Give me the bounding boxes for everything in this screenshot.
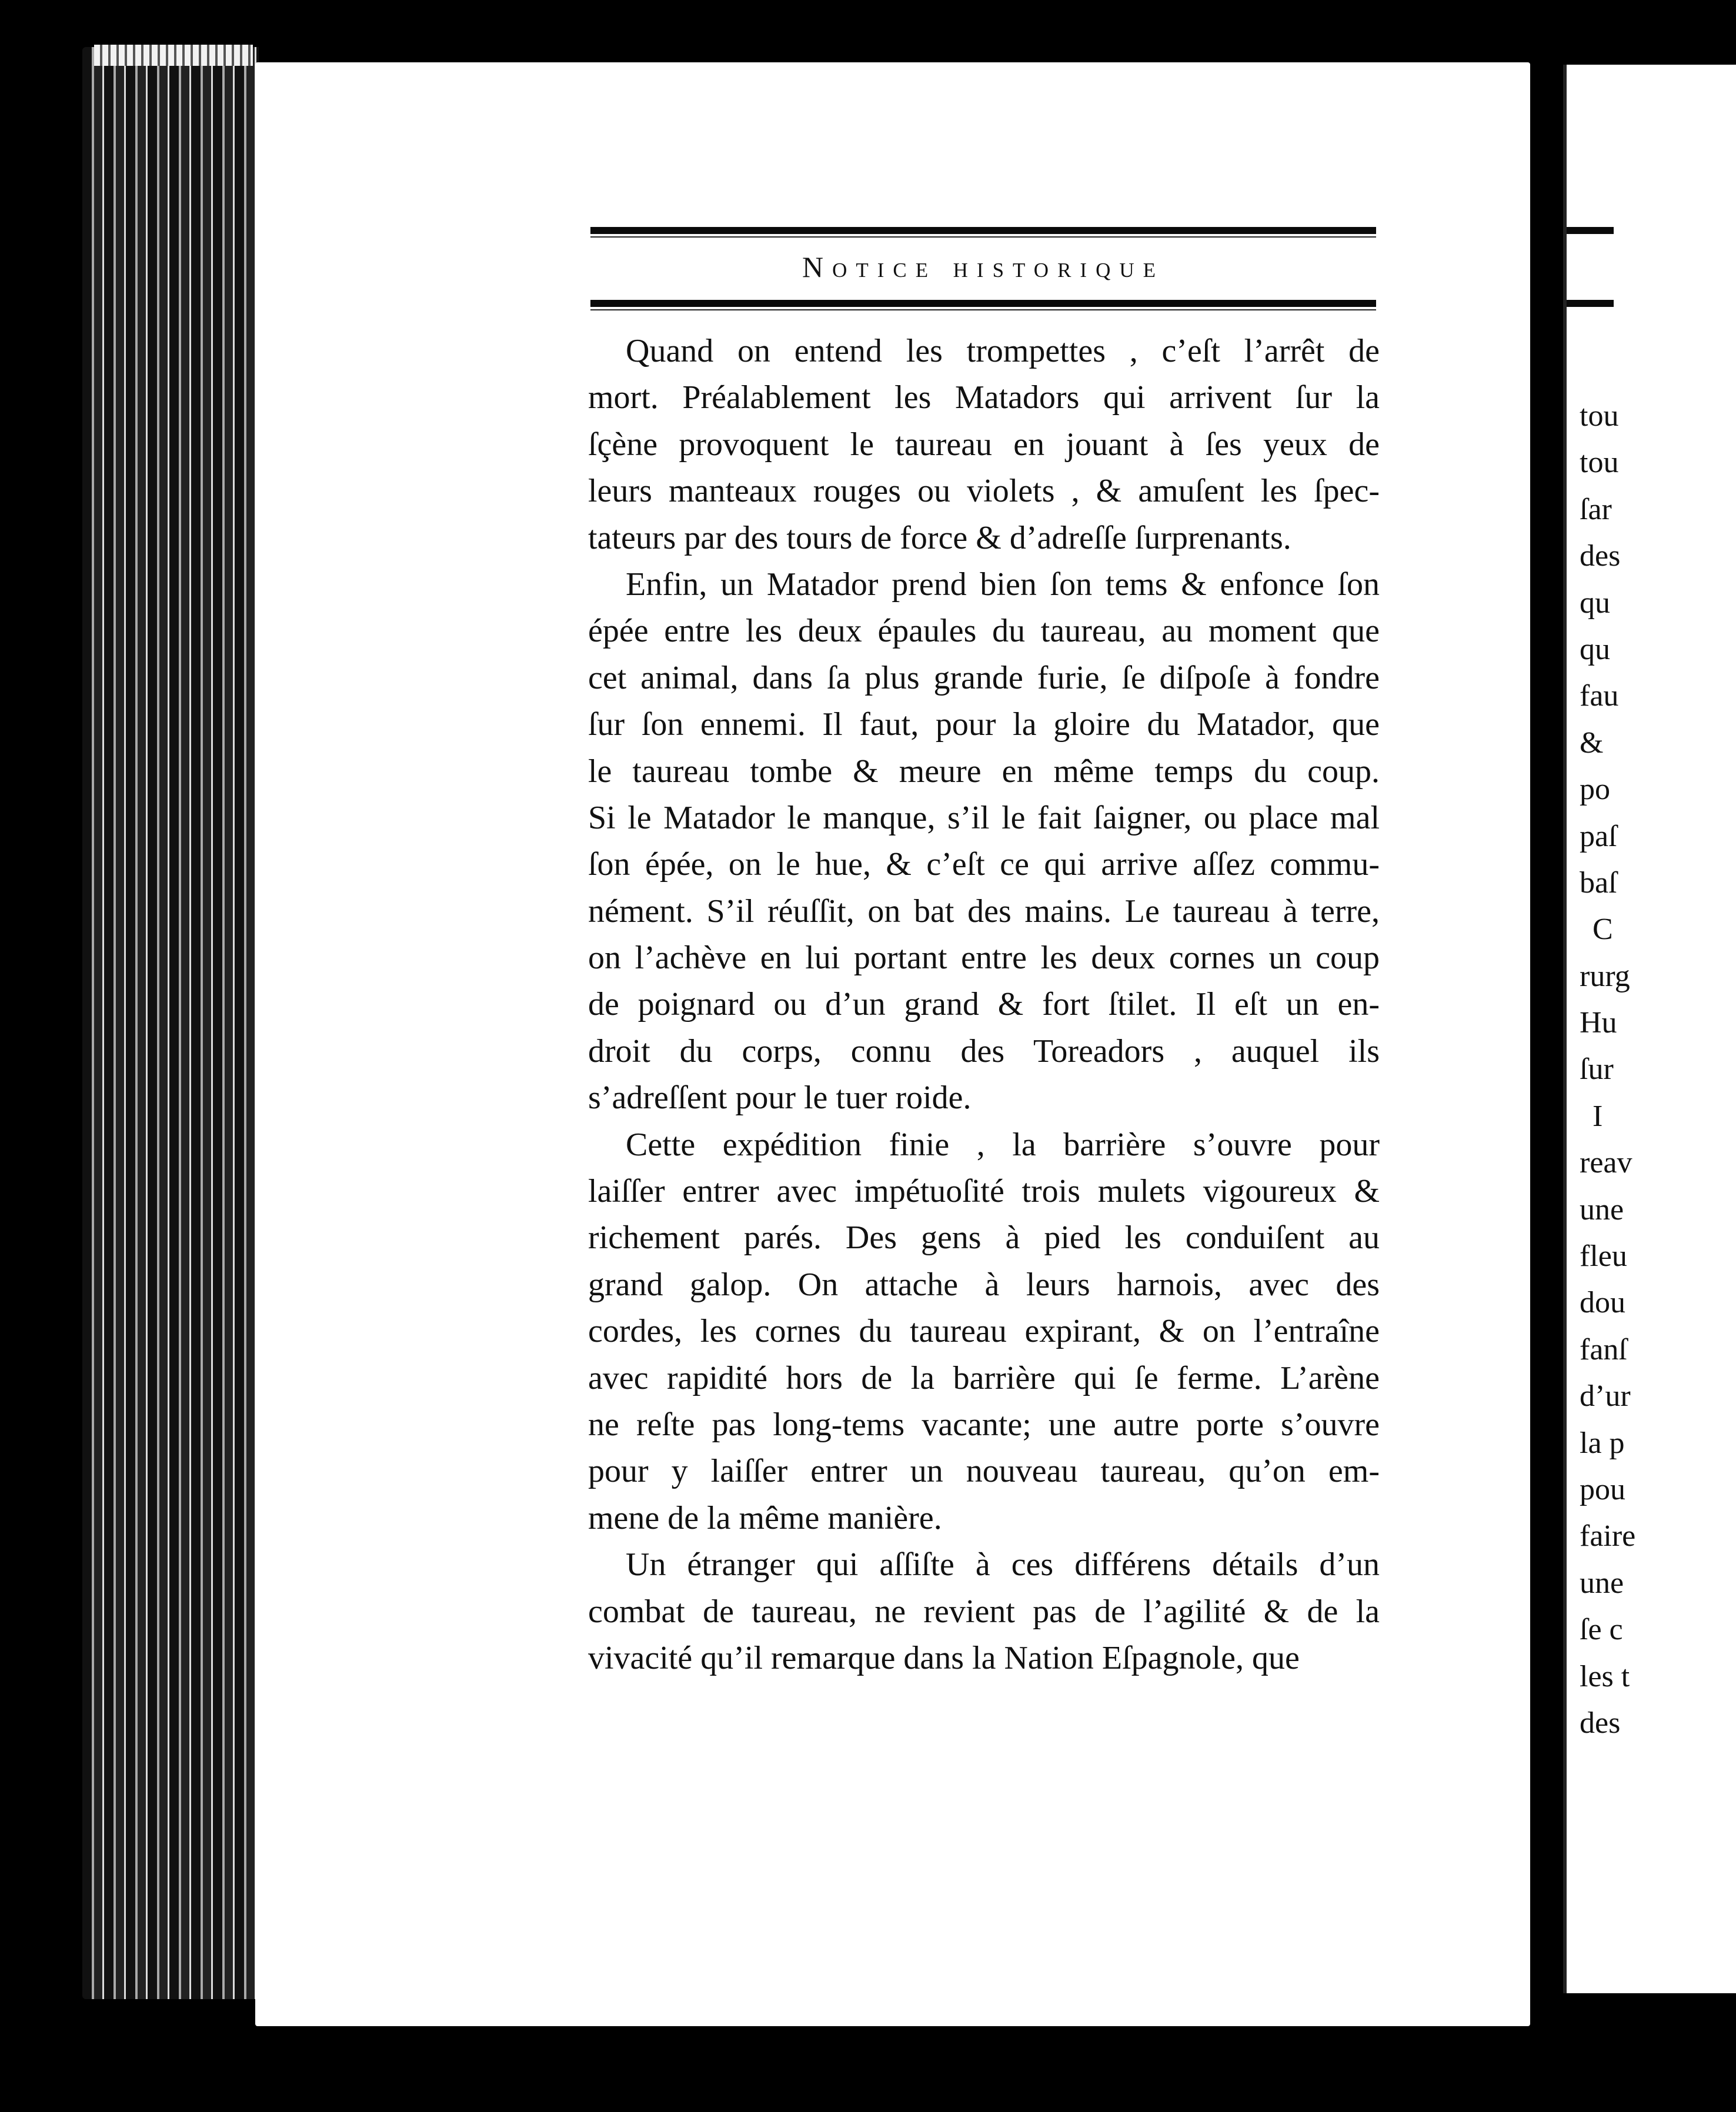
text-line: épée entre les deux épaules du taureau, au moment que: [588, 613, 1380, 650]
facing-line-fragment: &: [1580, 726, 1604, 760]
facing-line-fragment: Hu: [1580, 1006, 1617, 1040]
text-line: mort. Préalablement les Matadors qui arrivent ſur la: [588, 379, 1380, 416]
facing-line-fragment: I: [1593, 1099, 1603, 1133]
facing-line-fragment: tou: [1580, 446, 1619, 480]
facing-line-fragment: la p: [1580, 1426, 1625, 1460]
facing-line-fragment: baſ: [1580, 865, 1617, 900]
text-line: de poignard ou d’un grand & fort ſtilet. Il eſt un en-: [588, 986, 1380, 1023]
text-line: Un étranger qui aſſiſte à ces différens détails d’un: [626, 1546, 1380, 1583]
text-line: Cette expédition finie , la barrière s’ouvre pour: [626, 1126, 1380, 1163]
text-line: s’adreſſent pour le tuer roide.: [588, 1080, 972, 1117]
facing-line-fragment: fanſ: [1580, 1332, 1627, 1366]
facing-line-fragment: C: [1593, 913, 1613, 947]
text-line: laiſſer entrer avec impétuoſité trois mulets vigoureux &: [588, 1173, 1380, 1210]
text-line: tateurs par des tours de force & d’adreſſe ſurprenants.: [588, 519, 1291, 556]
text-line: cordes, les cornes du taureau expirant, & on l’entraîne: [588, 1313, 1380, 1350]
text-line: vivacité qu’il remarque dans la Nation Eſpagnole, que: [588, 1639, 1300, 1676]
facing-line-fragment: faire: [1580, 1519, 1636, 1553]
facing-line-fragment: ſe c: [1580, 1613, 1623, 1647]
text-line: richement parés. Des gens à pied les conduiſent au: [588, 1219, 1380, 1256]
facing-line-fragment: paſ: [1580, 819, 1617, 853]
paragraph: [588, 1542, 1380, 1682]
paragraph: [588, 1122, 1380, 1542]
text-line: nément. S’il réuſſit, on bat des mains. Le taureau à terre,: [588, 893, 1380, 930]
facing-line-fragment: rurg: [1580, 959, 1630, 993]
text-line: ne reſte pas long-tems vacante; une autre porte s’ouvre: [588, 1406, 1380, 1443]
facing-line-fragment: fleu: [1580, 1239, 1627, 1274]
facing-line-fragment: tou: [1580, 399, 1619, 433]
text-line: pour y laiſſer entrer un nouveau taureau, qu’on em-: [588, 1453, 1380, 1490]
paragraph: [588, 328, 1380, 562]
text-line: avec rapidité hors de la barrière qui ſe ferme. L’arène: [588, 1359, 1380, 1396]
text-line: Enfin, un Matador prend bien ſon tems & enfonce ſon: [626, 566, 1380, 603]
facing-line-fragment: une: [1580, 1566, 1624, 1600]
text-line: ſur ſon ennemi. Il faut, pour la gloire du Matador, que: [588, 706, 1380, 743]
facing-line-fragment: reav: [1580, 1146, 1632, 1180]
text-line: on l’achève en lui portant entre les deux cornes un coup: [588, 940, 1380, 977]
header-rule-top: [590, 227, 1376, 234]
text-line: combat de taureau, ne revient pas de l’agilité & de la: [588, 1593, 1380, 1630]
facing-line-fragment: une: [1580, 1192, 1624, 1227]
facing-line-fragment: ſur: [1580, 1052, 1614, 1087]
facing-header-rule-bottom: [1567, 300, 1614, 307]
facing-line-fragment: dou: [1580, 1286, 1625, 1320]
facing-line-fragment: pou: [1580, 1472, 1625, 1506]
body-text: [588, 328, 1380, 1682]
text-line: droit du corps, connu des Toreadors , auquel ils: [588, 1032, 1380, 1070]
text-line: grand galop. On attache à leurs harnois, avec des: [588, 1266, 1380, 1303]
text-line: mene de la même manière.: [588, 1499, 942, 1536]
paragraph: [588, 562, 1380, 1122]
text-line: cet animal, dans ſa plus grande furie, ſe diſpoſe à fondre: [588, 659, 1380, 696]
text-line: ſon épée, on le hue, & c’eſt ce qui arrive aſſez commu-: [588, 846, 1380, 883]
running-head: Notice historique: [802, 250, 1164, 283]
facing-line-fragment: ſar: [1580, 492, 1612, 526]
facing-header-rule-top: [1567, 227, 1614, 234]
page-edges: [82, 47, 259, 1999]
facing-page-text: [1580, 393, 1635, 1746]
text-line: Si le Matador le manque, s’il le fait ſaigner, ou place mal: [588, 799, 1380, 836]
text-line: ſçène provoquent le taureau en jouant à ſes yeux de: [588, 426, 1380, 463]
facing-line-fragment: d’ur: [1580, 1379, 1631, 1413]
facing-page: [1563, 65, 1736, 1993]
facing-line-fragment: des: [1580, 1706, 1621, 1740]
facing-line-fragment: qu: [1580, 632, 1610, 666]
text-line: le taureau tombe & meure en même temps du coup.: [588, 753, 1380, 790]
text-line: Quand on entend les trompettes , c’eſt l’arrêt de: [626, 333, 1380, 369]
header-rule-bottom: [590, 300, 1376, 307]
facing-line-fragment: qu: [1580, 586, 1610, 620]
page-edges-top: [94, 45, 253, 66]
facing-line-fragment: des: [1580, 539, 1621, 573]
text-line: leurs manteaux rouges ou violets , & amuſent les ſpec-: [588, 473, 1380, 510]
facing-line-fragment: fau: [1580, 679, 1619, 713]
facing-line-fragment: les t: [1580, 1659, 1630, 1693]
facing-line-fragment: po: [1580, 773, 1610, 807]
book-gutter: [1530, 53, 1563, 2052]
